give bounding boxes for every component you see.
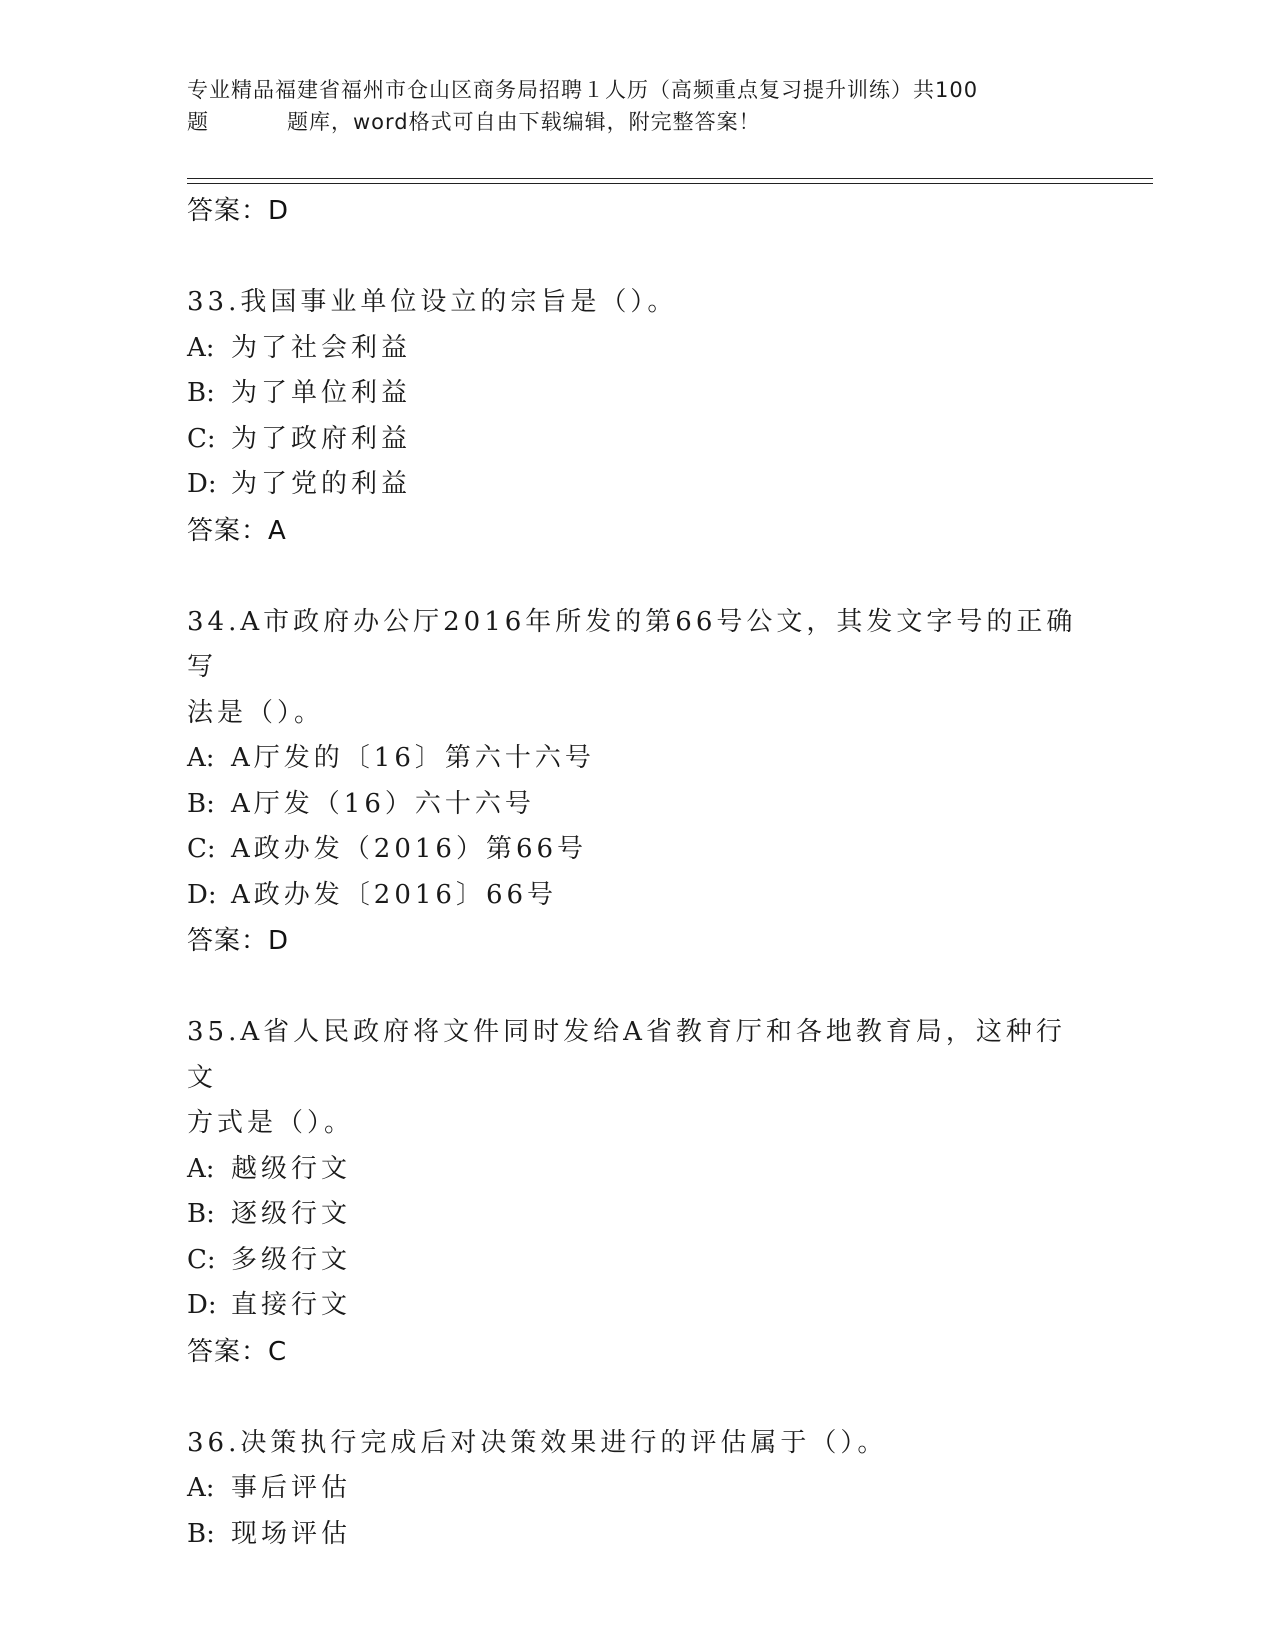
question-text: 35.A省人民政府将文件同时发给A省教育厅和各地教育局，这种行文 <box>187 1017 1066 1093</box>
option-text: A政办发〔2016〕66号 <box>231 879 558 910</box>
option-d <box>187 1283 1087 1329</box>
answer-line: 答案：C <box>187 1336 288 1367</box>
header-divider-top <box>187 178 1153 179</box>
option-letter: C: <box>187 1244 216 1275</box>
option-letter: D: <box>187 469 217 499</box>
header-line-1: 专业精品福建省福州市仓山区商务局招聘１人历（高频重点复习提升训练）共100 <box>187 78 979 102</box>
option-letter: B: <box>187 1199 215 1229</box>
option-text: 为了社会利益 <box>231 332 412 363</box>
option-letter: A: <box>187 1153 215 1184</box>
option-letter: A: <box>187 1473 215 1503</box>
option-text: A厅发（16）六十六号 <box>231 788 535 819</box>
option-b <box>187 371 1087 417</box>
answer-line: 答案：D <box>187 196 290 226</box>
option-text: 为了单位利益 <box>231 378 412 408</box>
question-33 <box>187 280 1087 554</box>
option-letter: D: <box>187 879 217 910</box>
option-letter: B: <box>187 788 215 819</box>
option-letter: C: <box>187 423 216 454</box>
question-text-continued: 方式是（）。 <box>187 1108 355 1138</box>
header-divider-bottom <box>187 183 1153 184</box>
question-34 <box>187 600 1087 965</box>
question-35 <box>187 1010 1087 1375</box>
document-header <box>187 74 1087 138</box>
option-text: 逐级行文 <box>231 1199 352 1229</box>
option-a <box>187 1466 1087 1512</box>
document-body <box>187 188 1087 1557</box>
option-text: 现场评估 <box>231 1518 352 1549</box>
option-b <box>187 782 1087 828</box>
option-a <box>187 1147 1087 1193</box>
option-b <box>187 1192 1087 1238</box>
option-d <box>187 462 1087 508</box>
option-text: 为了政府利益 <box>231 423 412 454</box>
option-text: A厅发的〔16〕第六十六号 <box>231 743 595 773</box>
option-text: 越级行文 <box>231 1153 352 1184</box>
option-text: 直接行文 <box>231 1290 352 1320</box>
option-letter: A: <box>187 743 215 773</box>
option-letter: C: <box>187 834 216 864</box>
option-text: 事后评估 <box>231 1473 352 1503</box>
header-line-2-rest: 题库，word格式可自由下载编辑，附完整答案！ <box>287 110 761 134</box>
question-text: 33.我国事业单位设立的宗旨是（）。 <box>187 287 678 317</box>
option-a <box>187 736 1087 782</box>
question-36 <box>187 1421 1087 1558</box>
header-line-2 <box>187 106 1087 138</box>
option-a <box>187 326 1087 372</box>
question-text: 36.决策执行完成后对决策效果进行的评估属于（）。 <box>187 1427 888 1458</box>
option-text: 多级行文 <box>231 1244 352 1275</box>
option-d <box>187 873 1087 919</box>
header-line-2-prefix: 题 <box>187 110 209 134</box>
option-letter: B: <box>187 1518 215 1549</box>
option-c <box>187 417 1087 463</box>
option-c <box>187 827 1087 873</box>
option-letter: A: <box>187 332 215 363</box>
option-letter: B: <box>187 378 215 408</box>
option-text: 为了党的利益 <box>231 469 412 499</box>
option-b <box>187 1512 1087 1558</box>
option-letter: D: <box>187 1290 217 1320</box>
option-c <box>187 1238 1087 1284</box>
question-text-continued: 法是（）。 <box>187 697 325 728</box>
option-text: A政办发（2016）第66号 <box>231 834 588 864</box>
question-text: 34.A市政府办公厅2016年所发的第66号公文，其发文字号的正确写 <box>187 606 1077 682</box>
answer-line: 答案：D <box>187 926 290 956</box>
answer-line: 答案：A <box>187 515 287 546</box>
